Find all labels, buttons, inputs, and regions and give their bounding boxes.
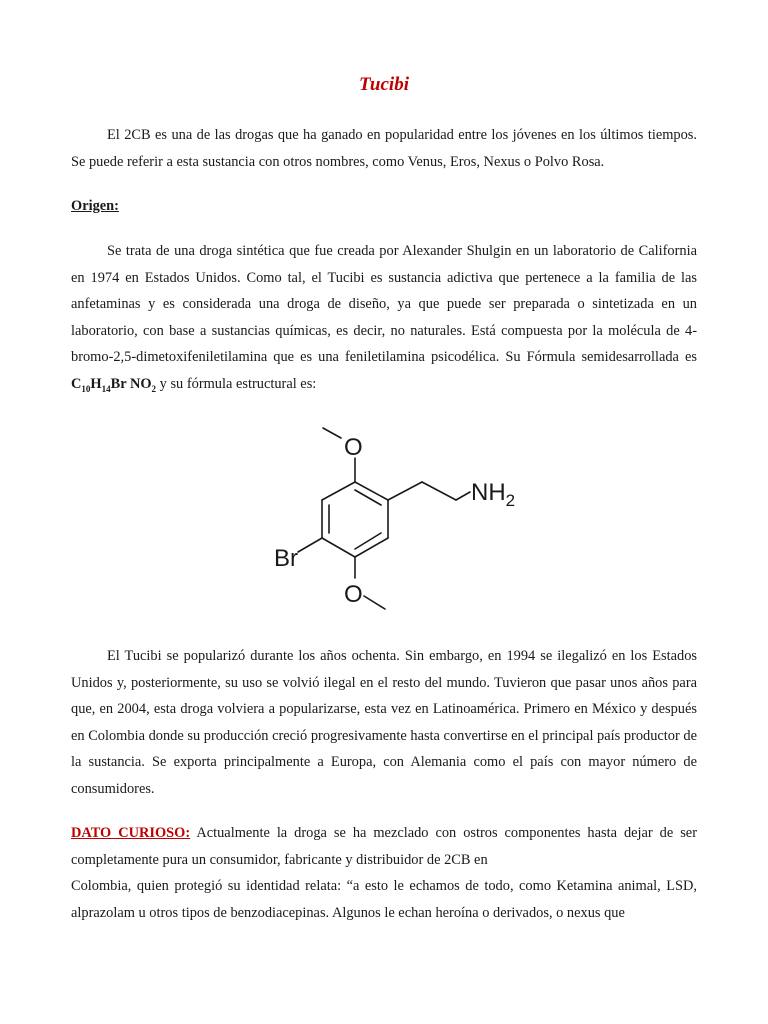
methyl-bond-bottom xyxy=(364,596,385,609)
oxygen-top-label: O xyxy=(344,434,363,461)
origin-heading: Origen: xyxy=(71,198,119,214)
ring-bond-6 xyxy=(322,482,355,500)
chain-bond-2 xyxy=(422,482,456,500)
dato-curioso-paragraph xyxy=(71,820,697,926)
chain-bond-3 xyxy=(456,492,470,500)
ring-bond-4 xyxy=(322,538,355,557)
history-paragraph: El Tucibi se popularizó durante los años ochenta. Sin embargo, en 1994 se ilegalizó en los Estados Unidos y, posteriormente, su uso se volvió ilegal en el resto del mundo. Tuvieron que pasar unos años para que, en 2004, esta droga volviera a popularizarse, esta vez en Latinoamérica. Primero en México y después en Colombia donde su producción creció progresivamente hasta convertirse en el principal país productor de la sustancia. Se exporta principalmente a Europa, con Alemania como el país con mayor número de consumidores. xyxy=(71,648,697,797)
origin-text: Se trata de una droga sintética que fue creada por Alexander Shulgin en un laboratorio de California en 1974 en Estados Unidos. Como tal, el Tucibi es sustancia adictiva que pertenece a la familia de las anfetaminas y es considerada una droga de diseño, ya que puede ser preparada o sintetizada en un laboratorio, con base a sustancias químicas, es decir, no naturales. Está compuesta por la molécula de 4-bromo-2,5-dimetoxifeniletilamina que es una feniletilamina psicodélica. Su Fórmula semidesarrollada es xyxy=(71,243,697,365)
intro-paragraph: El 2CB es una de las drogas que ha ganado en popularidad entre los jóvenes en los últimos tiempos. Se puede referir a esta sustancia con otros nombres, como Venus, Eros, Nexus o Polvo Rosa. xyxy=(71,127,697,170)
formula-suffix: y su fórmula estructural es: xyxy=(156,375,317,392)
ring-bond-3 xyxy=(355,538,388,557)
br-bond xyxy=(298,538,322,552)
dato-curioso-line1: Actualmente la droga se ha mezclado con ostros componentes hasta dejar de ser completamente pura un consumidor, fabricante y distribuidor de 2CB en xyxy=(71,825,697,868)
double-bond-a xyxy=(355,490,381,505)
dato-curioso-rest: Colombia, quien protegió su identidad relata: “a esto le echamos de todo, como Ketamina animal, LSD, alprazolam u otros tipos de benzodiacepinas. Algunos le echan heroína o derivados, o nexus que xyxy=(71,878,697,921)
double-bond-b xyxy=(355,533,381,549)
origin-paragraph xyxy=(71,238,697,402)
chemical-formula: $C_{10}H_{14}Br$ $NO_2$ xyxy=(71,375,157,394)
chain-bond-1 xyxy=(388,482,422,500)
oxygen-bottom-label: O xyxy=(344,581,363,608)
ring-bond-1 xyxy=(355,482,388,500)
bromine-label: Br xyxy=(274,545,298,572)
amine-label: $NH_2$ xyxy=(471,479,516,510)
methyl-bond-top xyxy=(323,428,341,438)
structural-formula-diagram xyxy=(260,418,530,618)
dato-curioso-label: DATO CURIOSO: xyxy=(71,825,191,841)
document-title: Tucibi xyxy=(359,74,409,95)
